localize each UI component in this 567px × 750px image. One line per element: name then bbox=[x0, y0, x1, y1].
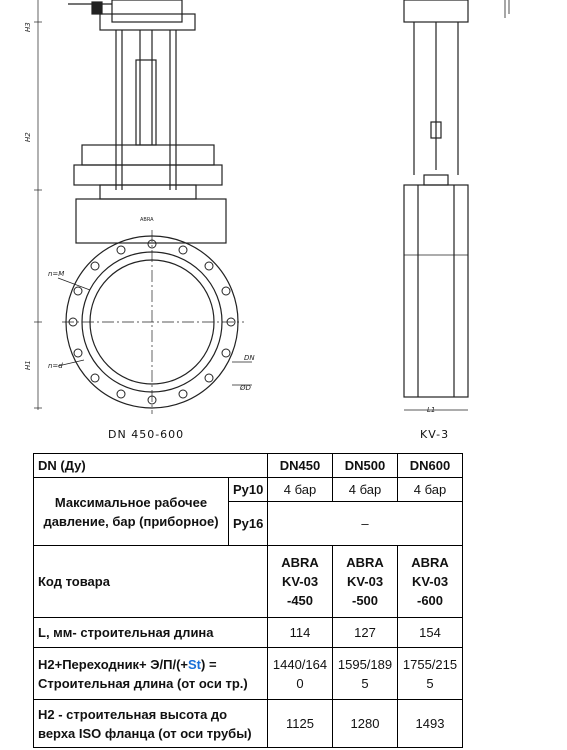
h2-value: 1125 bbox=[268, 700, 333, 748]
h2plus-value: 1755/215 5 bbox=[398, 648, 463, 700]
pressure-label: Максимальное рабочее давление, бар (приборное) bbox=[34, 478, 229, 546]
spec-table bbox=[33, 453, 463, 748]
dn-header: DN (Ду) bbox=[34, 454, 268, 478]
l-label: L, мм- строительная длина bbox=[34, 618, 268, 648]
table-row bbox=[34, 546, 463, 618]
l-value: 114 bbox=[268, 618, 333, 648]
brand-label: ABRA bbox=[140, 217, 154, 223]
l-value: 127 bbox=[333, 618, 398, 648]
n-d-label: n=d bbox=[48, 362, 63, 370]
h2-label: H2 - строительная высота до верха ISO фланца (от оси трубы) bbox=[34, 700, 268, 748]
h1-label: H1 bbox=[24, 360, 32, 370]
h2plus-label: H2+Переходник+ Э/П/(+St) = Строительная длина (от оси тр.) bbox=[34, 648, 268, 700]
code-label: Код товара bbox=[34, 546, 268, 618]
py10-value: 4 бар bbox=[268, 478, 333, 502]
h3-label: H3 bbox=[24, 22, 32, 32]
size-dn600: DN600 bbox=[398, 454, 463, 478]
dn-label: DN bbox=[244, 354, 255, 362]
n-m-label: n=M bbox=[48, 270, 65, 278]
py10-value: 4 бар bbox=[333, 478, 398, 502]
h2plus-value: 1595/189 5 bbox=[333, 648, 398, 700]
side-view bbox=[404, 0, 509, 410]
product-code: ABRA KV-03 -450 bbox=[268, 546, 333, 618]
table-row bbox=[34, 478, 463, 502]
flange-circle bbox=[62, 230, 244, 414]
left-drawing-caption: DN 450-600 bbox=[108, 428, 185, 441]
actuator-top bbox=[68, 0, 195, 30]
h2-value: 1280 bbox=[333, 700, 398, 748]
py16-value: – bbox=[268, 502, 463, 546]
l-value: 154 bbox=[398, 618, 463, 648]
py10-label: Py10 bbox=[229, 478, 268, 502]
h2plus-value: 1440/164 0 bbox=[268, 648, 333, 700]
columns bbox=[116, 30, 176, 190]
h2-label: H2 bbox=[24, 132, 32, 142]
product-code: ABRA KV-03 -500 bbox=[333, 546, 398, 618]
py10-value: 4 бар bbox=[398, 478, 463, 502]
table-row bbox=[34, 700, 463, 748]
py16-label: Py16 bbox=[229, 502, 268, 546]
right-drawing-caption: KV-3 bbox=[420, 428, 450, 441]
table-row bbox=[34, 648, 463, 700]
bonnet bbox=[74, 145, 226, 243]
size-dn500: DN500 bbox=[333, 454, 398, 478]
product-code: ABRA KV-03 -600 bbox=[398, 546, 463, 618]
dimension-lines bbox=[34, 0, 252, 410]
l1-label: L1 bbox=[427, 406, 436, 414]
d-label: ØD bbox=[240, 384, 251, 392]
size-dn450: DN450 bbox=[268, 454, 333, 478]
table-row bbox=[34, 618, 463, 648]
h2-value: 1493 bbox=[398, 700, 463, 748]
table-header-row bbox=[34, 454, 463, 478]
